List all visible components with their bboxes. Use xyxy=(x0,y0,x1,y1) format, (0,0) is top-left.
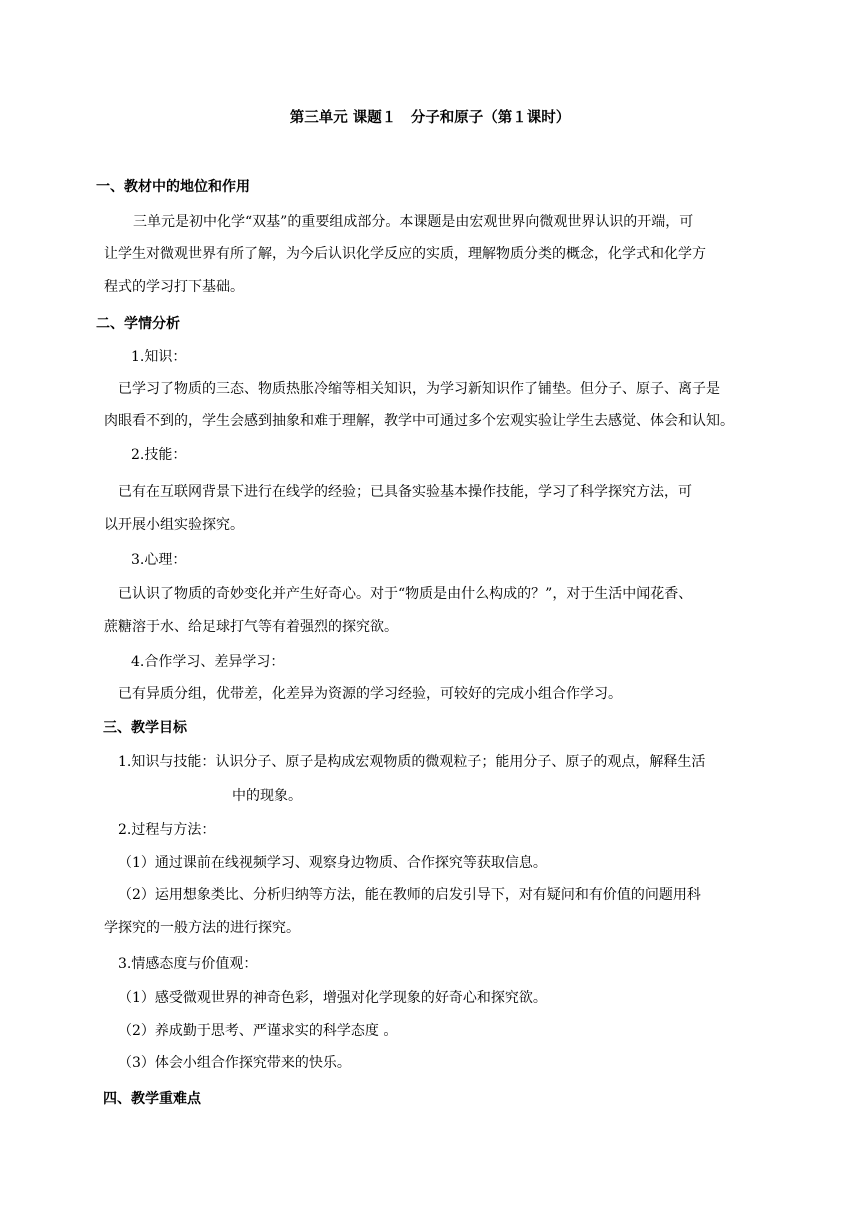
section-heading-4: 四、教学重难点 xyxy=(103,1091,201,1107)
paragraph-line: 蔗糖溶于水、给足球打气等有着强烈的探究欲。 xyxy=(104,619,398,635)
paragraph-line: 已认识了物质的奇妙变化并产生好奇心。对于“物质是由什么构成的？”，对于生活中闻花香、 xyxy=(118,586,693,602)
paragraph-line: 中的现象。 xyxy=(232,788,302,804)
list-item: （3）体会小组合作探究带来的快乐。 xyxy=(118,1055,351,1071)
paragraph-line: 以开展小组实验探究。 xyxy=(104,517,244,533)
section-heading-3: 三、教学目标 xyxy=(103,720,187,736)
subheading-skills: 2.技能： xyxy=(131,447,187,463)
paragraph-line: 肉眼看不到的，学生会感到抽象和难于理解，教学中可通过多个宏观实验让学生去感觉、体会和认知。 xyxy=(104,413,734,429)
goal-process: 2.过程与方法： xyxy=(118,822,216,838)
paragraph-line: 学探究的一般方法的进行探究。 xyxy=(104,920,300,936)
paragraph-line: 已学习了物质的三态、物质热胀冷缩等相关知识，为学习新知识作了铺垫。但分子、原子、离子是 xyxy=(118,381,720,397)
paragraph-line: 已有在互联网背景下进行在线学的经验；已具备实验基本操作技能，学习了科学探究方法，可 xyxy=(118,484,692,500)
subheading-knowledge: 1.知识： xyxy=(131,349,187,365)
subheading-cooperation: 4.合作学习、差异学习： xyxy=(131,654,285,670)
list-item: （1）通过课前在线视频学习、观察身边物质、合作探究等获取信息。 xyxy=(118,855,547,871)
goal-knowledge: 1.知识与技能：认识分子、原子是构成宏观物质的微观粒子；能用分子、原子的观点，解释生活 xyxy=(118,754,706,770)
section-heading-1: 一、教材中的地位和作用 xyxy=(96,179,250,195)
subheading-psychology: 3.心理： xyxy=(131,552,187,568)
goal-emotion: 3.情感态度与价值观： xyxy=(118,956,258,972)
page-title: 第三单元 课题１ 分子和原子（第１课时） xyxy=(289,110,571,126)
paragraph-line: 程式的学习打下基础。 xyxy=(104,279,244,295)
section-heading-2: 二、学情分析 xyxy=(96,316,180,332)
paragraph-line: 三单元是初中化学“双基”的重要组成部分。本课题是由宏观世界向微观世界认识的开端，可 xyxy=(133,214,694,230)
list-item: （2）养成勤于思考、严谨求实的科学态度 。 xyxy=(118,1023,398,1039)
list-item: （2）运用想象类比、分析归纳等方法，能在教师的启发引导下，对有疑问和有价值的问题用科 xyxy=(118,887,701,903)
list-item: （1）感受微观世界的神奇色彩，增强对化学现象的好奇心和探究欲。 xyxy=(118,990,547,1006)
paragraph-line: 让学生对微观世界有所了解，为今后认识化学反应的实质，理解物质分类的概念，化学式和化学方 xyxy=(104,246,706,262)
paragraph-line: 已有异质分组，优带差，化差异为资源的学习经验，可较好的完成小组合作学习。 xyxy=(118,686,622,702)
